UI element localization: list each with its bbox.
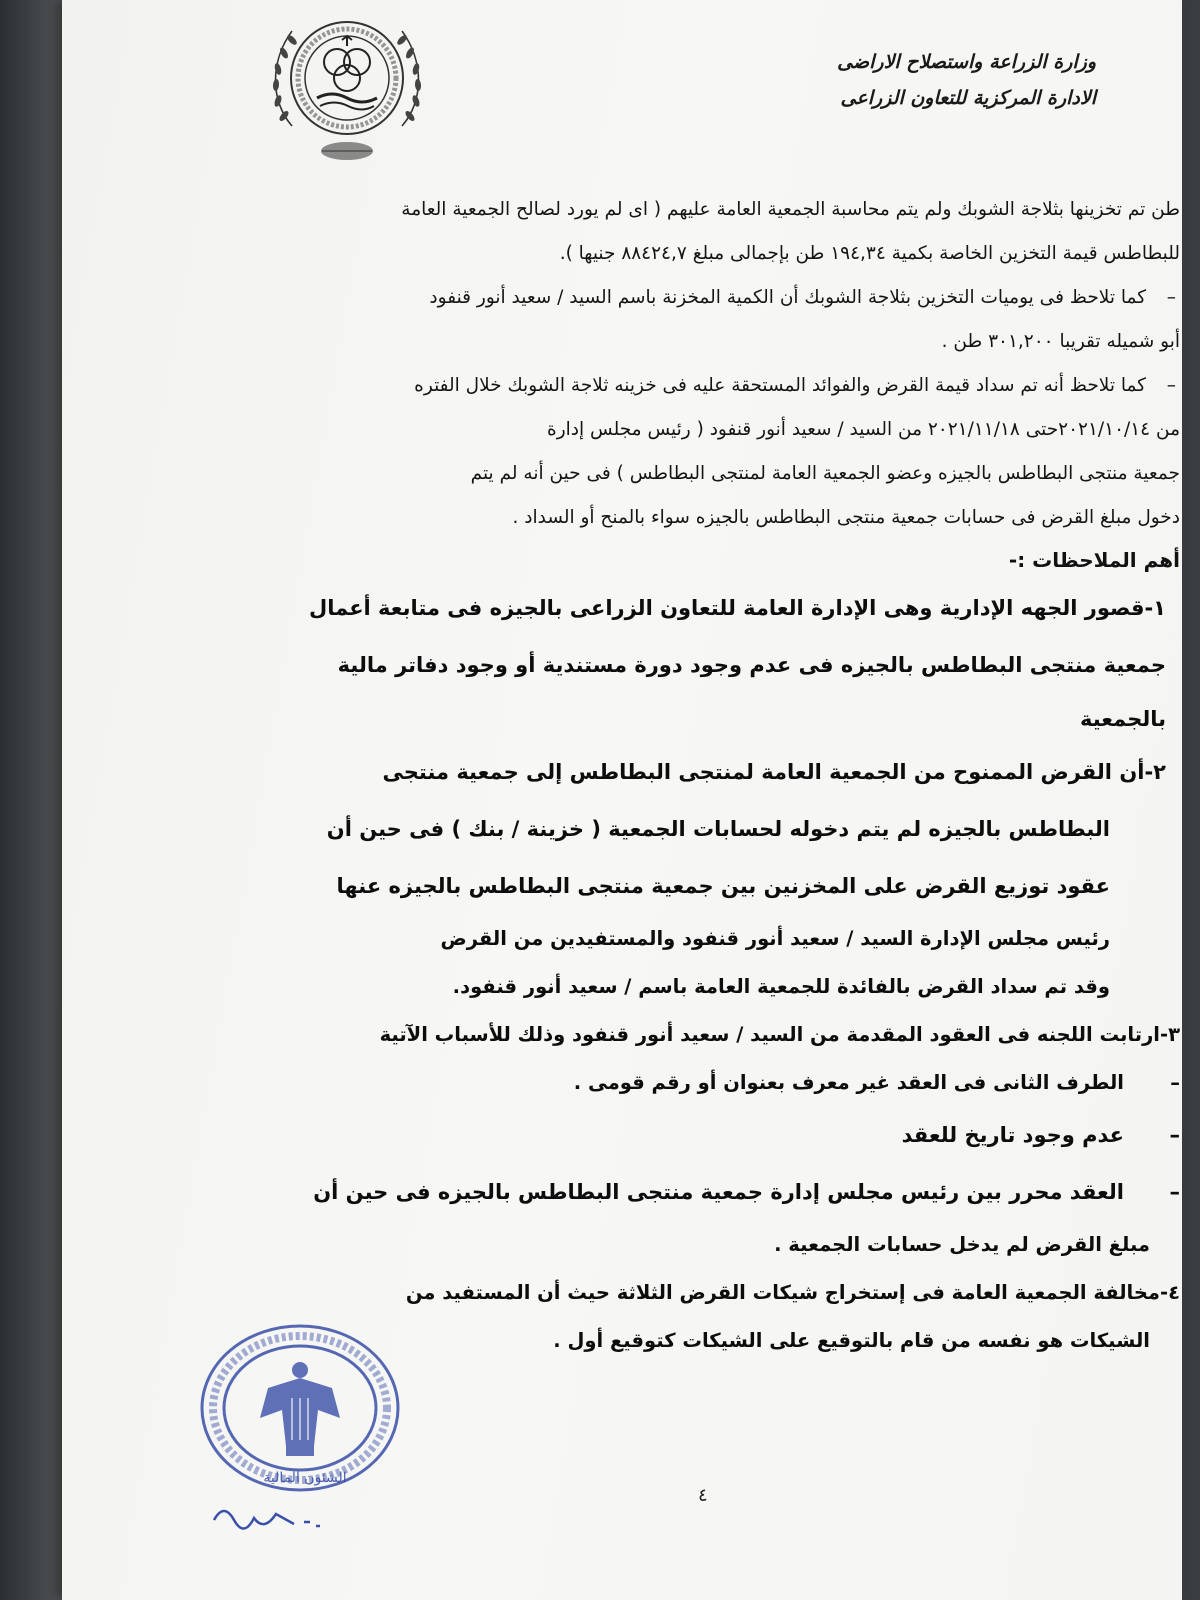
note-line: عقود توزيع القرض على المخزنين بين جمعية منتجى البطاطس بالجيزه عنها: [336, 874, 1110, 898]
note-line: ٣-ارتابت اللجنه فى العقود المقدمة من السيد / سعيد أنور قنفود وذلك للأسباب الآتية: [379, 1023, 1180, 1046]
stamp-label: الشئون المالية: [263, 1470, 347, 1486]
notes-heading: أهم الملاحظات :-: [1008, 548, 1180, 572]
document-page: [62, 0, 1182, 1600]
page-number: ٤: [698, 1485, 708, 1506]
body-line: كما تلاحظ فى يوميات التخزين بثلاجة الشوبك أن الكمية المخزنة باسم السيد / سعيد أنور قنفود: [429, 287, 1146, 308]
bullet-item: [222, 364, 1180, 408]
note-line: رئيس مجلس الإدارة السيد / سعيد أنور قنفود والمستفيدين من القرض: [440, 927, 1110, 950]
background-edge: [0, 0, 70, 1600]
note-line: بالجمعية: [1079, 707, 1166, 731]
note-line: مبلغ القرض لم يدخل حسابات الجمعية .: [774, 1233, 1150, 1256]
note-line: جمعية منتجى البطاطس بالجيزه فى عدم وجود دورة مستندية أو وجود دفاتر مالية: [337, 653, 1166, 677]
body-line: أبو شميله تقريبا ٣٠١,٢٠٠ طن .: [941, 331, 1180, 352]
dash-marker: –: [1170, 1071, 1180, 1094]
note-line: الشيكات هو نفسه من قام بالتوقيع على الشيكات كتوقيع أول .: [553, 1329, 1150, 1352]
note-bullet: [222, 1107, 1180, 1164]
body-line: طن تم تخزينها بثلاجة الشوبك ولم يتم محاسبة الجمعية العامة عليهم ( اى لم يورد لصالح الجمعية العامة: [401, 199, 1180, 220]
note-bullet: [222, 1164, 1180, 1221]
body-line: للبطاطس قيمة التخزين الخاصة بكمية ١٩٤,٣٤ طن بإجمالى مبلغ ٨٨٤٢٤,٧ جنيها ).: [559, 243, 1180, 264]
dash-marker: –: [1169, 1180, 1180, 1204]
ministry-header: [676, 44, 1096, 116]
note-bullet: [222, 1059, 1180, 1107]
header-department-line: الادارة المركزية للتعاون الزراعى: [840, 87, 1096, 109]
note-bullet-text: العقد محرر بين رئيس مجلس إدارة جمعية منتجى البطاطس بالجيزه فى حين أن: [313, 1180, 1124, 1204]
note-line: ١-قصور الجهه الإدارية وهى الإدارة العامة للتعاون الزراعى بالجيزه فى متابعة أعمال: [309, 596, 1166, 620]
body-line: جمعية منتجى البطاطس بالجيزه وعضو الجمعية العامة لمنتجى البطاطس ) فى حين أنه لم يتم: [470, 463, 1180, 484]
dash-marker: –: [1166, 375, 1176, 396]
note-line: وقد تم سداد القرض بالفائدة للجمعية العامة باسم / سعيد أنور قنفود.: [452, 975, 1110, 998]
body-line: دخول مبلغ القرض فى حسابات جمعية منتجى البطاطس بالجيزه سواء بالمنح أو السداد .: [512, 507, 1180, 528]
note-line: البطاطس بالجيزه لم يتم دخوله لحسابات الجمعية ( خزينة / بنك ) فى حين أن: [326, 817, 1110, 841]
body-line: كما تلاحظ أنه تم سداد قيمة القرض والفوائد المستحقة عليه فى خزينه ثلاجة الشوبك خلال الفتره: [414, 375, 1146, 396]
handwritten-mark-icon: [204, 1492, 354, 1542]
note-bullet-text: الطرف الثانى فى العقد غير معرف بعنوان أو رقم قومى .: [573, 1071, 1124, 1094]
note-line: ٤-مخالفة الجمعية العامة فى إستخراج شيكات القرض الثلاثة حيث أن المستفيد من: [405, 1281, 1180, 1304]
body-line: من ٢٠٢١/١٠/١٤حتى ٢٠٢١/١١/١٨ من السيد / سعيد أنور قنفود ( رئيس مجلس إدارة: [547, 419, 1180, 440]
dash-marker: –: [1169, 1123, 1180, 1147]
note-line: ٢-أن القرض الممنوح من الجمعية العامة لمنتجى البطاطس إلى جمعية منتجى: [382, 760, 1166, 784]
bullet-item: [222, 276, 1180, 320]
document-body: [222, 188, 1180, 1365]
dash-marker: –: [1166, 287, 1176, 308]
note-bullet-text: عدم وجود تاريخ للعقد: [901, 1123, 1124, 1147]
ministry-emblem-icon: [262, 6, 432, 166]
header-ministry-line: وزارة الزراعة واستصلاح الاراضى: [837, 51, 1096, 73]
